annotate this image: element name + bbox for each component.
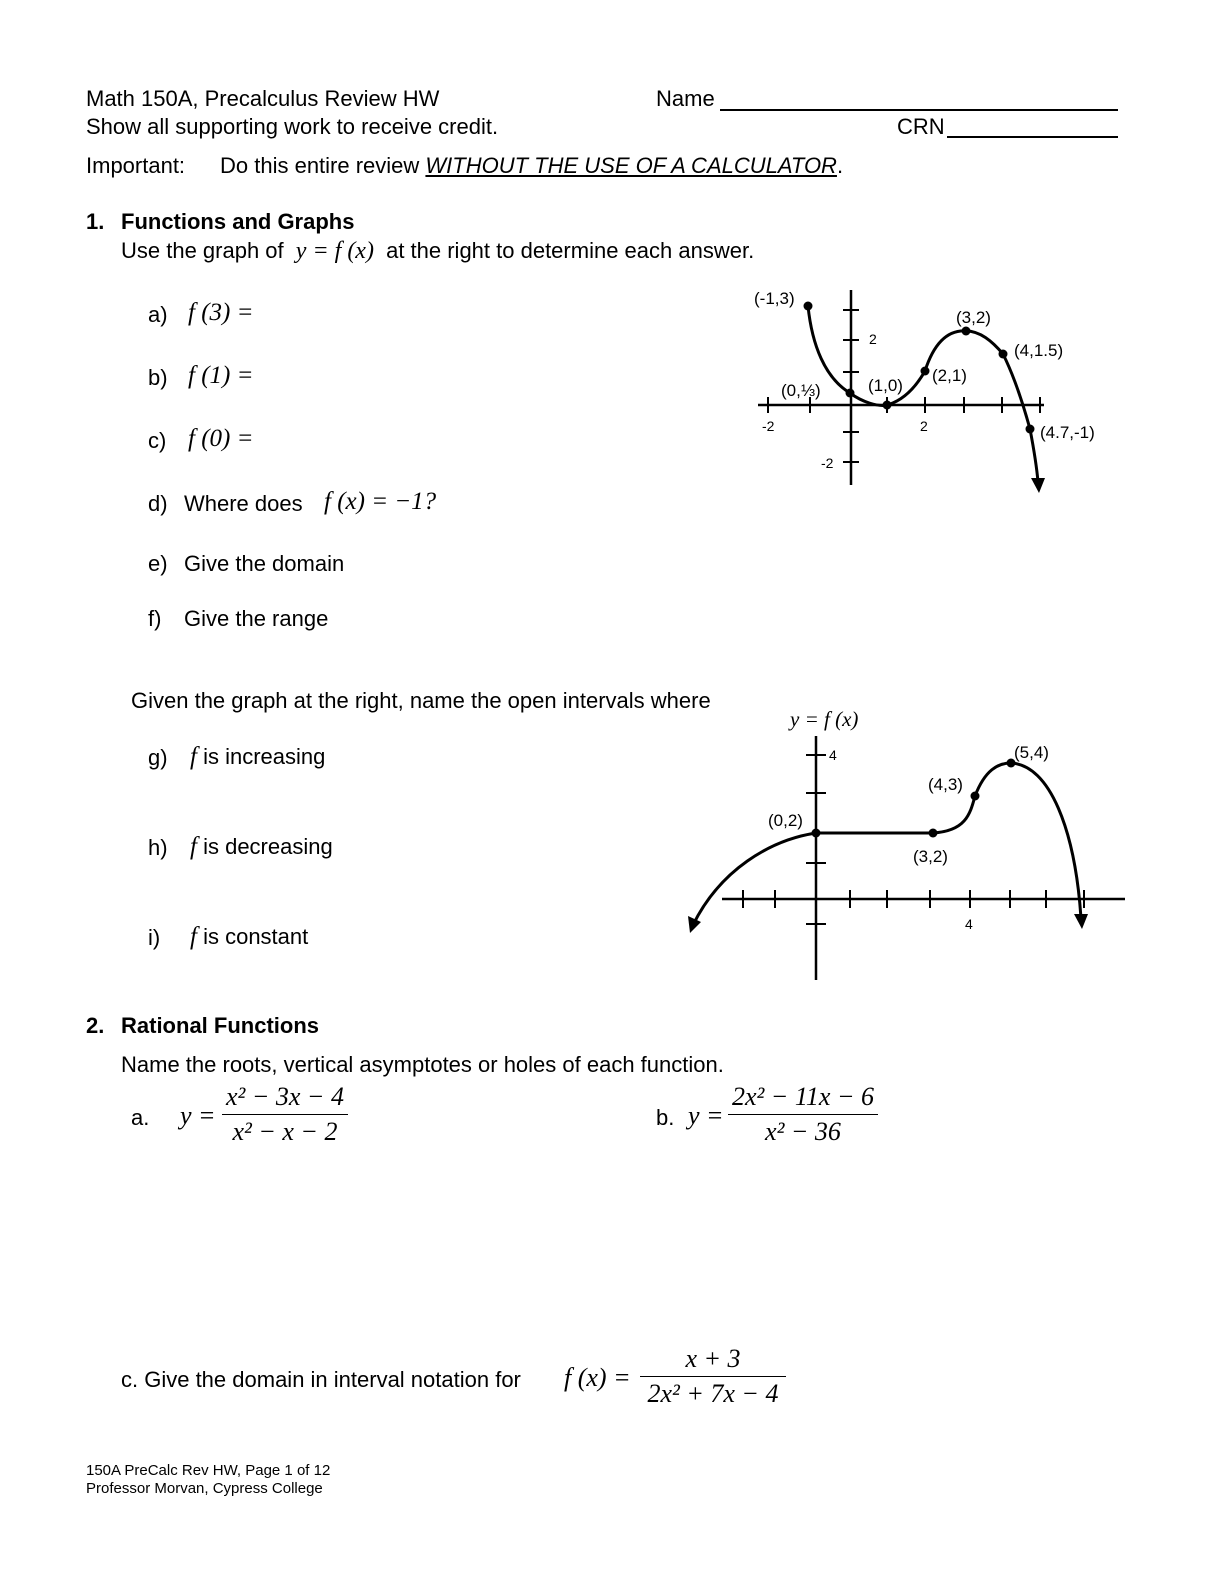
- q-h-desc: is decreasing: [203, 834, 333, 859]
- q-g-f: f: [190, 743, 197, 770]
- q-d-pre: Where does: [184, 491, 303, 516]
- q-i-f: f: [190, 923, 197, 950]
- name-label: Name: [656, 86, 715, 111]
- q-c-label: c): [148, 428, 167, 453]
- section1-number: 1.: [86, 209, 105, 234]
- problem-c-fraction-bar: [640, 1376, 786, 1377]
- important-emphasis: WITHOUT THE USE OF A CALCULATOR: [425, 153, 837, 178]
- graph2-left-arrow-icon: [688, 916, 701, 933]
- problem-a-numerator: x² − 3x − 4: [226, 1082, 344, 1111]
- graph2-right-arrow-icon: [1074, 914, 1088, 929]
- graph2-label-3-2: (3,2): [913, 847, 948, 866]
- section1-title: Functions and Graphs: [121, 209, 355, 234]
- problem-c-denominator: 2x² + 7x − 4: [647, 1379, 779, 1408]
- graph2-label-4-3: (4,3): [928, 775, 963, 794]
- q-c-text: f (0) =: [188, 425, 254, 452]
- problem-a-denominator: x² − x − 2: [232, 1117, 338, 1146]
- graph-1: [740, 280, 1120, 500]
- problem-a-lhs: y =: [180, 1101, 216, 1130]
- important-text: Do this entire review: [220, 153, 426, 178]
- graph1-label-neg1-3: (-1,3): [754, 289, 795, 308]
- q-e-label: e): [148, 551, 168, 576]
- graph1-tick-y2: 2: [869, 331, 877, 347]
- intro-text-a: Use the graph of: [121, 238, 284, 263]
- q-h-text: [190, 833, 333, 861]
- problem-c-text: c. Give the domain in interval notation for: [121, 1367, 521, 1392]
- q-g-label: g): [148, 745, 168, 770]
- course-title: Math 150A, Precalculus Review HW: [86, 86, 440, 111]
- show-work-instruction: Show all supporting work to receive credit.: [86, 114, 499, 139]
- problem-b-label: b.: [656, 1105, 675, 1130]
- graph1-label-4-1.5: (4,1.5): [1014, 341, 1064, 360]
- q-h-f: f: [190, 833, 197, 860]
- q-f-label: f): [148, 606, 162, 631]
- graph-2: [680, 700, 1130, 985]
- graph1-label-4.7-neg1: (4.7,-1): [1040, 423, 1095, 442]
- q-b-label: b): [148, 365, 168, 390]
- graph1-tick-yneg2: -2: [821, 455, 834, 471]
- graph2-label-0-2: (0,2): [768, 811, 803, 830]
- intro-text-b: at the right to determine each answer.: [386, 238, 755, 263]
- graph1-label-2-1: (2,1): [932, 366, 967, 385]
- problem-a-label: a.: [131, 1105, 150, 1130]
- q-g-text: [190, 743, 325, 771]
- intro-equation: y = f (x): [295, 238, 374, 264]
- crn-label: CRN: [897, 114, 945, 139]
- graph1-tick-xneg2: -2: [762, 418, 775, 434]
- section2-title: Rational Functions: [121, 1013, 319, 1038]
- graph2-tick-x4: 4: [965, 916, 973, 932]
- section2-number: 2.: [86, 1013, 105, 1038]
- graph1-label-0-third: (0,⅓): [781, 381, 821, 400]
- problem-b-lhs: y =: [688, 1101, 724, 1130]
- important-end: .: [836, 153, 844, 178]
- footer-professor: Professor Morvan, Cypress College: [86, 1480, 323, 1497]
- graph1-points: [804, 302, 1035, 434]
- problem-c-fraction: [640, 1344, 786, 1409]
- problem-a-fraction-bar: [222, 1114, 348, 1115]
- footer-page-info: 150A PreCalc Rev HW, Page 1 of 12: [86, 1462, 331, 1479]
- graph1-arrow-icon: [1031, 478, 1045, 493]
- problem-b-fraction-bar: [728, 1114, 878, 1115]
- q-d-label: d): [148, 491, 168, 516]
- q-g-desc: is increasing: [203, 744, 326, 769]
- important-note: [220, 153, 843, 179]
- graph1-curve: [808, 306, 1038, 482]
- graph1-label-3-2: (3,2): [956, 308, 991, 327]
- problem-b-denominator: x² − 36: [765, 1117, 841, 1146]
- q-e-text: Give the domain: [184, 551, 345, 576]
- q-a-label: a): [148, 302, 168, 327]
- graph2-label-5-4: (5,4): [1014, 743, 1049, 762]
- q-i-desc: is constant: [203, 924, 309, 949]
- problem-c-numerator: x + 3: [685, 1344, 741, 1373]
- q-a-text: f (3) =: [188, 299, 254, 326]
- section2-intro: Name the roots, vertical asymptotes or holes of each function.: [121, 1052, 724, 1077]
- intervals-intro: Given the graph at the right, name the open intervals where: [131, 688, 711, 713]
- problem-c-lhs: f (x) =: [564, 1363, 631, 1392]
- problem-a-fraction: [222, 1082, 348, 1147]
- crn-blank-line: [947, 136, 1118, 138]
- problem-b-fraction: [728, 1082, 878, 1147]
- q-i-label: i): [148, 925, 161, 950]
- q-f-text: Give the range: [184, 606, 329, 631]
- important-label: Important:: [86, 153, 186, 178]
- problem-b-numerator: 2x² − 11x − 6: [731, 1082, 875, 1111]
- section1-intro: [121, 238, 754, 265]
- q-h-label: h): [148, 835, 168, 860]
- q-i-text: [190, 923, 308, 951]
- q-d-text: f (x) = −1?: [324, 488, 437, 515]
- graph2-tick-y4: 4: [829, 747, 837, 763]
- graph1-tick-x2: 2: [920, 418, 928, 434]
- graph2-points: [812, 759, 1016, 838]
- graph1-label-1-0: (1,0): [868, 376, 903, 395]
- graph2-title: y = f (x): [790, 707, 859, 731]
- name-blank-line: [720, 109, 1118, 111]
- q-b-text: f (1) =: [188, 362, 254, 389]
